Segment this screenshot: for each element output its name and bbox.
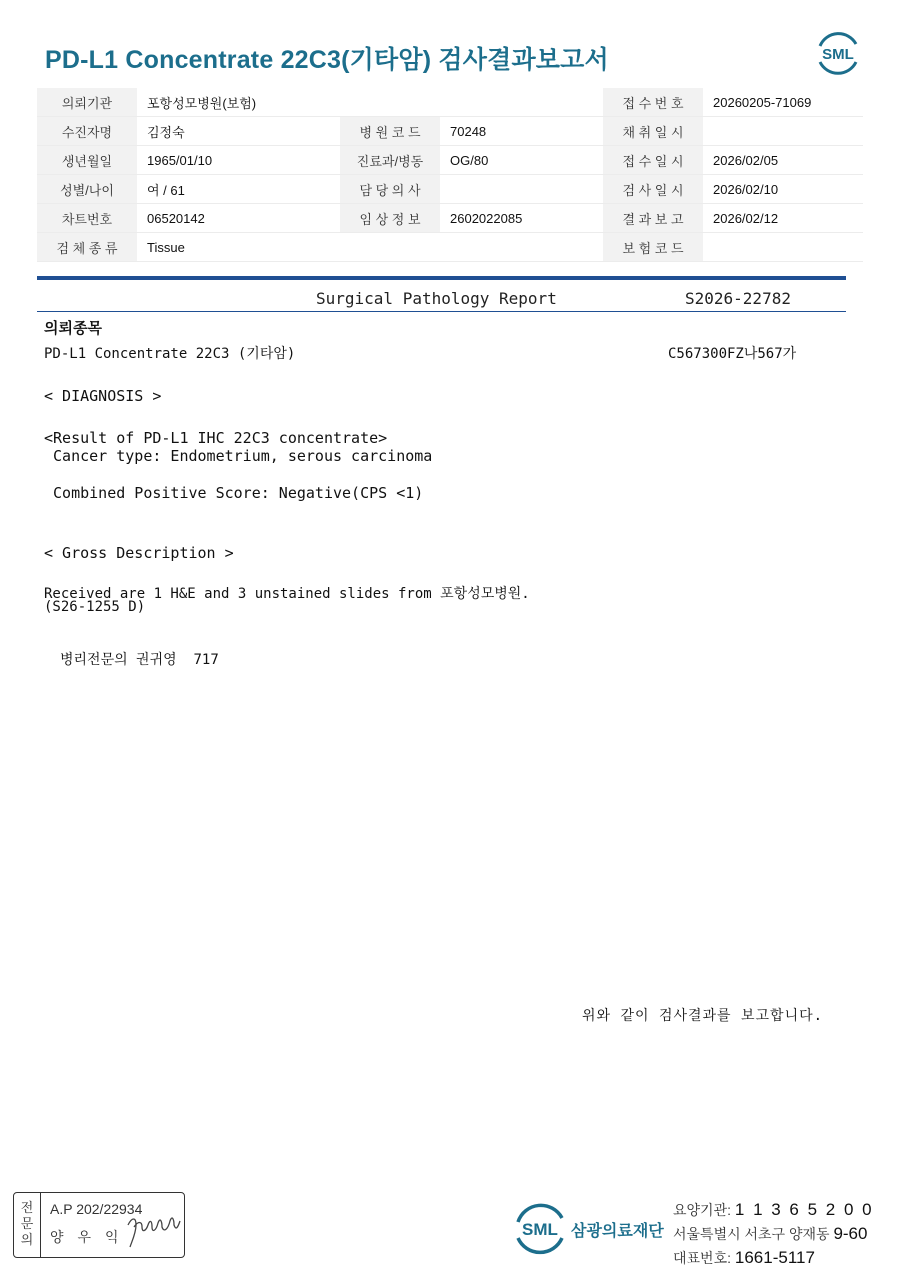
info-value: 1965/01/10	[137, 146, 340, 175]
section-divider	[37, 276, 846, 280]
gross-line: Received are 1 H&E and 3 unstained slides from 포항성모병원.	[44, 586, 530, 602]
info-label: 결 과 보 고	[603, 204, 703, 233]
address-number: 9-60	[833, 1224, 868, 1243]
organization-name: 삼광의료재단	[571, 1221, 664, 1240]
info-value: 06520142	[137, 204, 340, 233]
report-type-title: Surgical Pathology Report	[316, 289, 557, 308]
handwritten-signature-icon	[124, 1207, 182, 1251]
sml-footer-logo-icon	[510, 1200, 570, 1256]
info-label: 차트번호	[37, 204, 137, 233]
info-value: 김정숙	[137, 117, 340, 146]
sml-logo-icon	[812, 28, 864, 78]
info-label	[340, 88, 440, 117]
footer-logo-text: SML	[522, 1220, 558, 1239]
report-title: PD-L1 Concentrate 22C3(기타암) 검사결과보고서	[45, 46, 609, 74]
info-label	[340, 233, 440, 262]
info-label: 접 수 번 호	[603, 88, 703, 117]
info-row	[37, 175, 863, 204]
info-row	[37, 233, 863, 262]
gross-line: (S26-1255 D)	[44, 599, 146, 615]
info-value: 2026/02/05	[703, 146, 863, 175]
report-header	[37, 289, 846, 312]
info-label: 수진자명	[37, 117, 137, 146]
info-value: 2602022085	[440, 204, 603, 233]
info-value	[703, 233, 863, 262]
info-label: 담 당 의 사	[340, 175, 440, 204]
pathologist: 병리전문의 권귀영 717	[60, 652, 219, 668]
info-label: 진료과/병동	[340, 146, 440, 175]
patient-info-table	[37, 88, 863, 262]
info-label: 생년월일	[37, 146, 137, 175]
signature-box	[13, 1192, 185, 1258]
info-row	[37, 88, 863, 117]
info-value: 2026/02/10	[703, 175, 863, 204]
info-value: 70248	[440, 117, 603, 146]
info-value	[703, 117, 863, 146]
info-label: 임 상 정 보	[340, 204, 440, 233]
info-value: 포항성모병원(보험)	[137, 88, 340, 117]
info-value	[440, 175, 603, 204]
info-row	[37, 204, 863, 233]
request-item: PD-L1 Concentrate 22C3 (기타암)	[44, 346, 296, 362]
info-label: 보 험 코 드	[603, 233, 703, 262]
code-value: 1 1 3 6 5 2 0 0	[734, 1200, 874, 1219]
info-value: Tissue	[137, 233, 340, 262]
request-code: C567300FZ나567가	[668, 346, 797, 362]
logo-text: SML	[822, 46, 854, 63]
info-value	[440, 233, 603, 262]
cancer-type: Cancer type: Endometrium, serous carcinoma	[44, 447, 433, 465]
cps-result: Combined Positive Score: Negative(CPS <1)	[44, 484, 424, 502]
info-value	[440, 88, 603, 117]
ap-number: A.P 202/22934	[50, 1201, 143, 1217]
info-label: 성별/나이	[37, 175, 137, 204]
info-value: 여 / 61	[137, 175, 340, 204]
closing-statement: 위와 같이 검사결과를 보고합니다.	[582, 1008, 824, 1024]
signer-name: 양우익	[50, 1230, 133, 1246]
gross-heading: < Gross Description >	[44, 544, 234, 562]
info-label: 병 원 코 드	[340, 117, 440, 146]
info-label: 의뢰기관	[37, 88, 137, 117]
info-value: 20260205-71069	[703, 88, 863, 117]
info-label: 접 수 일 시	[603, 146, 703, 175]
info-value: 2026/02/12	[703, 204, 863, 233]
address: 서울특별시 서초구 양재동	[673, 1226, 830, 1242]
code-label: 요양기관:	[673, 1202, 731, 1218]
report-number: S2026-22782	[685, 289, 791, 308]
phone-label: 대표번호:	[673, 1250, 731, 1266]
info-row	[37, 146, 863, 175]
request-label: 의뢰종목	[44, 319, 102, 337]
signature-side-label: 전 문 의	[14, 1193, 41, 1257]
result-heading: <Result of PD-L1 IHC 22C3 concentrate>	[44, 429, 388, 447]
info-row	[37, 117, 863, 146]
phone-value: 1661-5117	[734, 1248, 815, 1267]
diagnosis-heading: < DIAGNOSIS >	[44, 387, 162, 405]
info-label: 채 취 일 시	[603, 117, 703, 146]
info-value: OG/80	[440, 146, 603, 175]
info-label: 검 사 일 시	[603, 175, 703, 204]
info-label: 검 체 종 류	[37, 233, 137, 262]
footer-info	[673, 1198, 874, 1270]
